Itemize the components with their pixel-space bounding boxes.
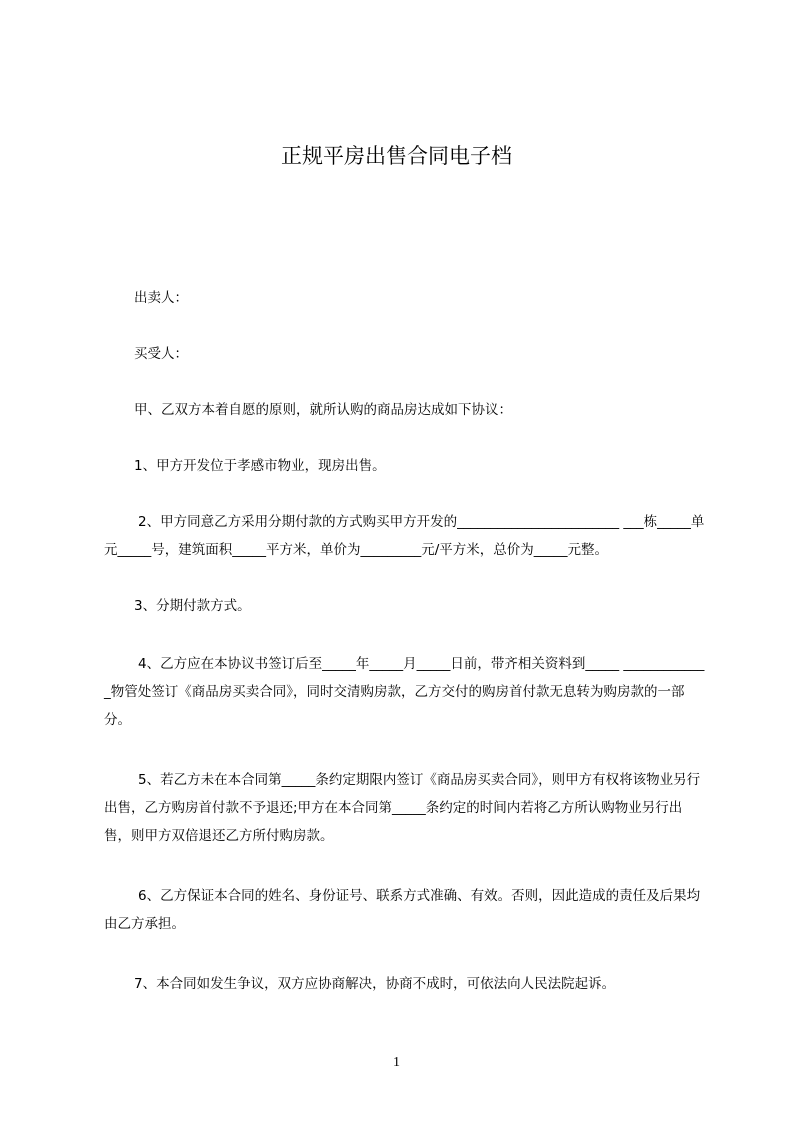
seller-label: 出卖人： [134,290,188,306]
document-title: 正规平房出售合同电子档 [281,144,512,168]
clause-2: 2、甲方同意乙方采用分期付款的方式购买甲方开发的________________________ ___栋_____单元_____号，建筑面积_____平方米，单价为_________元/平方米，总价为_____元整。 [104,514,705,558]
clause-4: 4、乙方应在本协议书签订后至_____年_____月_____日前，带齐相关资料到_____ _____________物管处签订《商品房买卖合同》，同时交清购房款，乙方交付的购房首付款无息转为购房款的一部分。 [104,656,705,728]
intro-paragraph: 甲、乙双方本着自愿的原则，就所认购的商品房达成如下协议： [134,402,512,418]
buyer-label: 买受人： [134,346,188,362]
clause-1: 1、甲方开发位于孝感市物业，现房出售。 [134,458,386,474]
clause-3: 3、分期付款方式。 [134,598,251,614]
document-body [104,284,708,998]
clause-5: 5、若乙方未在本合同第_____条约定期限内签订《商品房买卖合同》，则甲方有权将该物业另行出售，乙方购房首付款不予退还;甲方在本合同第_____条约定的时间内若将乙方所认购物业另行出售，则甲方双倍退还乙方所付购房款。 [104,772,701,844]
clause-6: 6、乙方保证本合同的姓名、身份证号、联系方式准确、有效。否则，因此造成的责任及后果均由乙方承担。 [104,888,701,932]
clause-7: 7、本合同如发生争议，双方应协商解决，协商不成时，可依法向人民法院起诉。 [134,976,616,992]
page-number: 1 [393,1055,400,1070]
